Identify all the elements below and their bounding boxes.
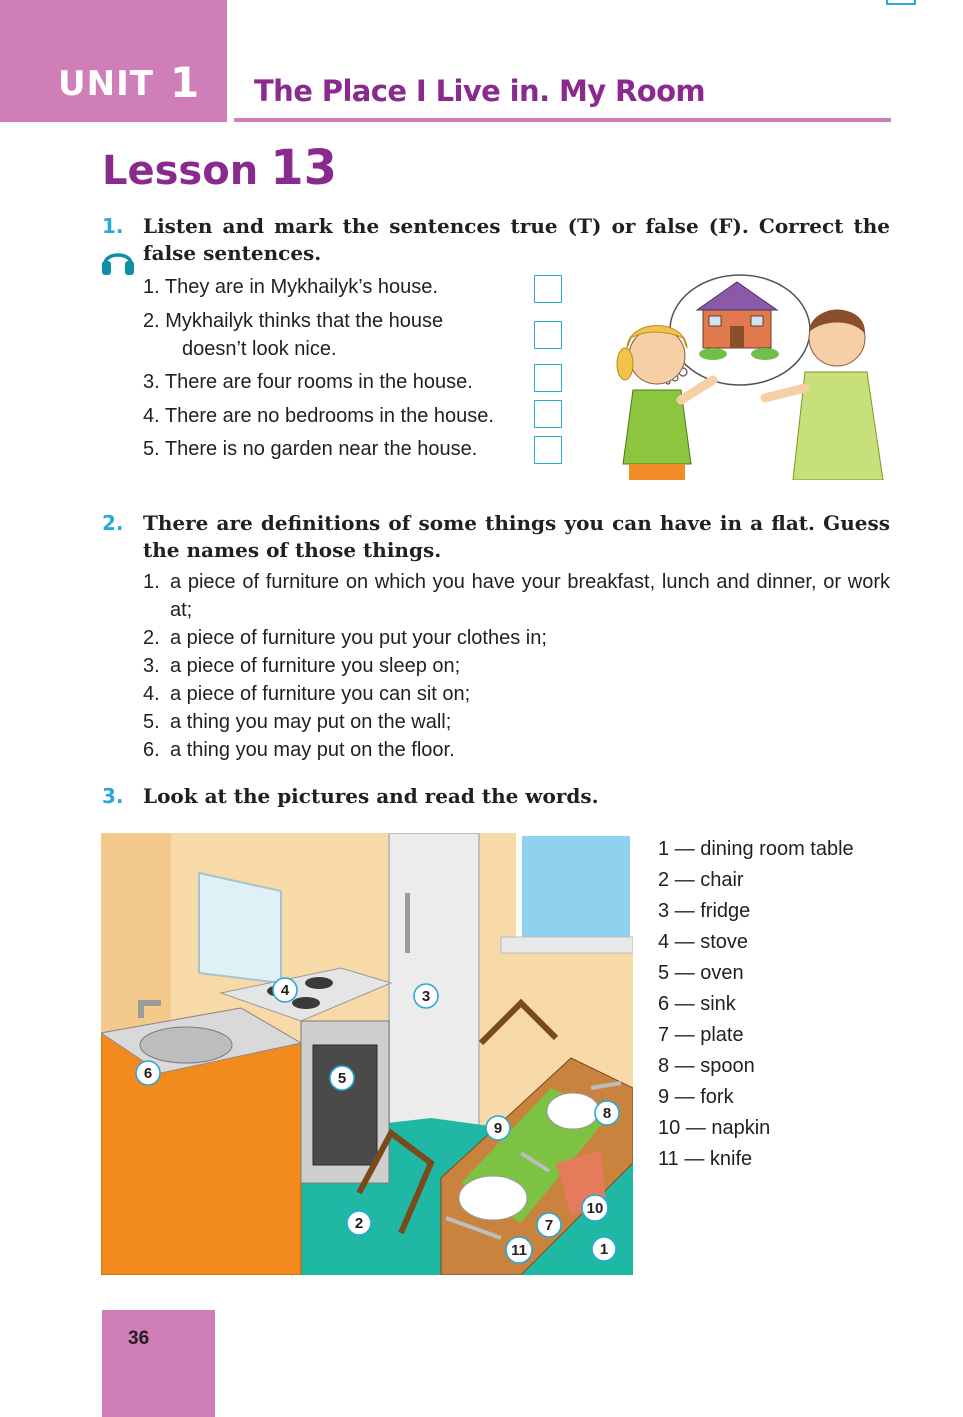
svg-text:7: 7 [544,1217,554,1234]
callout-8 [595,1101,619,1125]
svg-text:1: 1 [599,1241,609,1258]
page-number-tab [102,1310,215,1417]
unit-number: 1 [170,58,200,107]
svg-text:11: 11 [511,1242,527,1259]
tf-answer-box-5[interactable] [534,436,562,464]
callout-2 [347,1211,371,1235]
unit-label: UNIT [58,64,154,104]
lesson-number: 13 [270,140,337,196]
word-list-item: 9 — fork [658,1086,734,1108]
svg-text:2: 2 [354,1215,364,1232]
callout-3 [414,984,438,1008]
tf-sentence-1: 1. They are in Mykhailyk’s house. [143,276,438,298]
tf-sentence-2: 2. Mykhailyk thinks that the house [143,310,444,332]
word-list-item: 8 — spoon [658,1055,755,1077]
callout-10 [582,1195,608,1221]
exercise-2-instruction: There are definitions of some things you can have in a flat. Guess the names of those things. [143,511,890,562]
children-talking-illustration [605,268,895,480]
headphones-icon[interactable] [101,244,135,276]
callout-9 [486,1116,510,1140]
exercise-3-number: 3. [102,784,124,808]
tf-sentence-2-continued: doesn’t look nice. [182,338,337,360]
svg-text:9: 9 [493,1120,503,1137]
svg-text:5: 5 [337,1070,347,1087]
callout-4 [273,978,297,1002]
tf-answer-box-2[interactable] [534,321,562,349]
definition-3-text: a piece of furniture you sleep on; [170,655,461,677]
corner-mark [886,0,916,5]
definition-2-number: 2. [143,627,160,649]
callout-5 [330,1066,354,1090]
word-list-item: 11 — knife [658,1148,753,1170]
definition-3-number: 3. [143,655,160,677]
word-list-item: 6 — sink [658,993,736,1015]
definition-1-text: a piece of furniture on which you have your breakfast, lunch and dinner, or work at; [170,571,890,621]
svg-text:4: 4 [280,982,290,999]
callout-1 [592,1237,616,1261]
exercise-3-instruction: Look at the pictures and read the words. [143,784,599,808]
svg-text:8: 8 [602,1105,612,1122]
unit-title: The Place I Live in. My Room [254,74,706,108]
tf-answer-box-4[interactable] [534,400,562,428]
word-list-item: 3 — fridge [658,900,751,922]
tf-sentence-5: 5. There is no garden near the house. [143,438,478,460]
definition-6-text: a thing you may put on the floor. [170,739,455,761]
lesson-heading [102,140,337,196]
word-list-item: 5 — oven [658,962,744,984]
page-number: 36 [128,1328,150,1349]
tf-sentence-4: 4. There are no bedrooms in the house. [143,405,494,427]
definition-4-number: 4. [143,683,160,705]
callout-7 [537,1213,561,1237]
svg-text:10: 10 [586,1200,604,1217]
definition-2-text: a piece of furniture you put your clothes in; [170,627,547,649]
lesson-word: Lesson [102,148,259,194]
kitchen-illustration [101,833,633,1275]
word-list-item: 2 — chair [658,869,744,891]
definition-5-text: a thing you may put on the wall; [170,711,452,733]
exercise-1-instruction: Listen and mark the sentences true (T) or false (F). Correct the false sentences. [143,214,890,265]
tf-answer-box-3[interactable] [534,364,562,392]
svg-text:3: 3 [421,988,431,1005]
sink [140,1027,232,1063]
callout-11 [506,1237,532,1263]
word-list-item: 1 — dining room table [658,838,854,860]
word-list-item: 7 — plate [658,1024,744,1046]
definition-1-number: 1. [143,571,160,593]
word-list-item: 10 — napkin [658,1117,771,1139]
title-underline [234,118,891,122]
plate [459,1176,527,1220]
definition-6-number: 6. [143,739,160,761]
word-list-item: 4 — stove [658,931,749,953]
exercise-2-number: 2. [102,511,124,535]
tf-answer-box-1[interactable] [534,275,562,303]
definition-5-number: 5. [143,711,160,733]
callout-6 [136,1061,160,1085]
tf-sentence-3: 3. There are four rooms in the house. [143,371,473,393]
svg-text:6: 6 [143,1065,153,1082]
definition-4-text: a piece of furniture you can sit on; [170,683,471,705]
exercise-1-number: 1. [102,214,124,238]
fridge [389,833,479,1129]
